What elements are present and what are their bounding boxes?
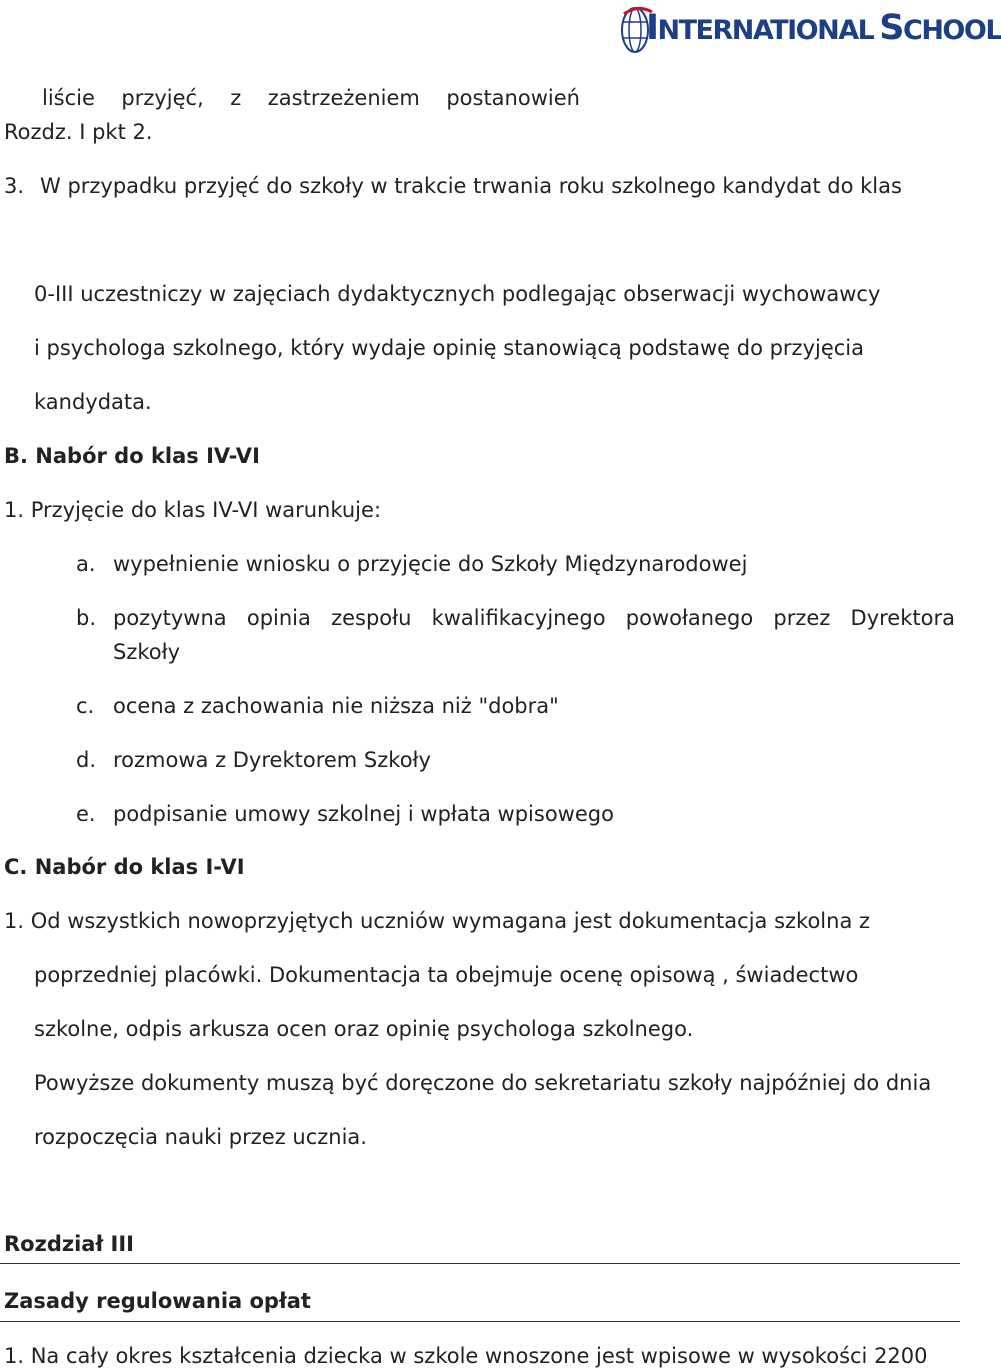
chapter-subtitle: Zasady regulowania opłat xyxy=(4,1289,311,1313)
paragraph-3-number: 3. xyxy=(4,174,25,198)
section-c-line-2: poprzedniej placówki. Dokumentacja ta obejmuje ocenę opisową , świadectwo xyxy=(34,963,859,987)
list-item-b-continuation: Szkoły xyxy=(113,640,181,664)
list-item-e-marker: e. xyxy=(76,802,96,826)
logo-wordmark: INTERNATIONAL SCHOOL xyxy=(646,8,1001,48)
list-item-b-text: pozytywna opinia zespołu kwalifikacyjnego powołanego przez Dyrektora xyxy=(113,606,955,630)
paragraph-3-line-4: kandydata. xyxy=(34,390,152,414)
list-item-d-text: rozmowa z Dyrektorem Szkoły xyxy=(113,748,431,772)
paragraph-3-line-3: i psychologa szkolnego, który wydaje opinię stanowiącą podstawę do przyjęcia xyxy=(34,336,865,360)
section-c-line-3: szkolne, odpis arkusza ocen oraz opinię psychologa szkolnego. xyxy=(34,1017,694,1041)
paragraph-3-line-1: W przypadku przyjęć do szkoły w trakcie trwania roku szkolnego kandydat do klas xyxy=(40,174,902,198)
list-item-d-marker: d. xyxy=(76,748,97,772)
section-b-point-1: 1. Przyjęcie do klas IV-VI warunkuje: xyxy=(4,498,382,522)
paragraph-3-line-2: 0-III uczestniczy w zajęciach dydaktycznych podlegając obserwacji wychowawcy xyxy=(34,282,881,306)
section-c-line-4: Powyższe dokumenty muszą być doręczone do sekretariatu szkoły najpóźniej do dnia xyxy=(34,1071,932,1095)
divider-line-2 xyxy=(0,1321,960,1322)
fragment-line-2: Rozdz. I pkt 2. xyxy=(4,120,153,144)
list-item-a-text: wypełnienie wniosku o przyjęcie do Szkoły Międzynarodowej xyxy=(113,552,748,576)
list-item-a-marker: a. xyxy=(76,552,96,576)
list-item-b-marker: b. xyxy=(76,606,97,630)
list-item-c-text: ocena z zachowania nie niższa niż "dobra" xyxy=(113,694,559,718)
section-b-heading: B. Nabór do klas IV-VI xyxy=(4,444,260,468)
section-c-heading: C. Nabór do klas I-VI xyxy=(4,855,245,879)
list-item-e-text: podpisanie umowy szkolnej i wpłata wpisowego xyxy=(113,802,614,826)
fragment-line-1: liście przyjęć, z zastrzeżeniem postanowień xyxy=(42,86,580,110)
chapter-title: Rozdział III xyxy=(4,1232,134,1256)
divider-line-1 xyxy=(0,1263,960,1264)
list-item-c-marker: c. xyxy=(76,694,95,718)
international-school-logo xyxy=(620,2,1001,56)
chapter-point-1: 1. Na cały okres kształcenia dziecka w szkole wnoszone jest wpisowe w wysokości 2200 xyxy=(4,1344,928,1368)
section-c-line-1: 1. Od wszystkich nowoprzyjętych uczniów wymagana jest dokumentacja szkolna z xyxy=(4,909,871,933)
section-c-line-5: rozpoczęcia nauki przez ucznia. xyxy=(34,1125,367,1149)
